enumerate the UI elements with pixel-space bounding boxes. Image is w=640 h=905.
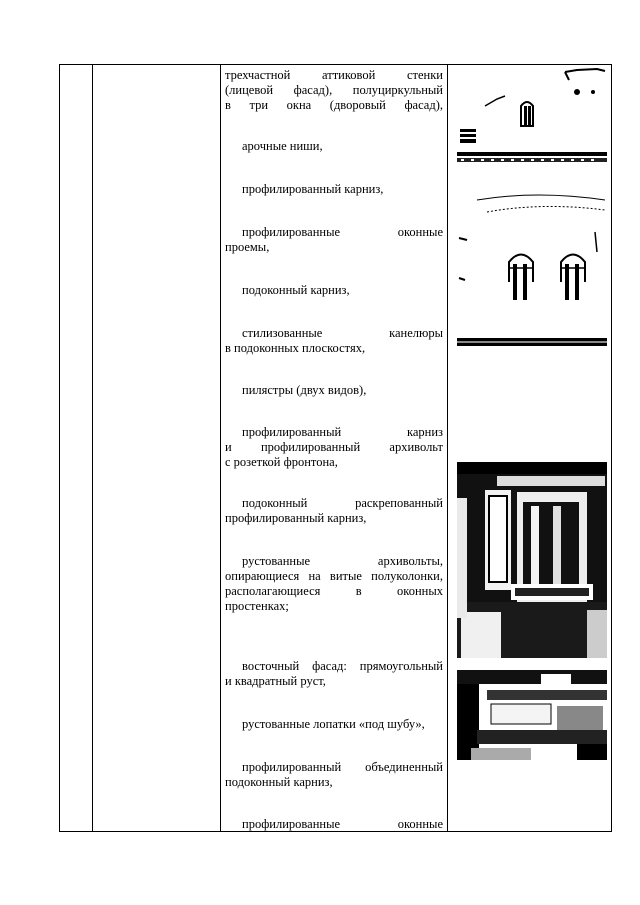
list-item: профилированные оконные проемы, — [225, 225, 443, 254]
list-item: арочные ниши, — [242, 139, 323, 153]
list-item: трехчастной аттиковой стенки (лицевой фасад), полуциркульный в три окна (дворовый фасад), — [225, 68, 443, 112]
list-item: профилированные оконные — [242, 817, 443, 831]
list-item: стилизованные канелюры в подоконных плоскостях, — [225, 326, 443, 355]
rusticated-wall-photo — [457, 670, 607, 760]
table-top-border — [59, 64, 612, 65]
list-item: профилированный карниз и профилированный архивольт с розеткой фронтона, — [225, 425, 443, 469]
arched-windows-photo — [457, 192, 607, 352]
column-divider-3 — [447, 64, 448, 832]
list-item: рустованные лопатки «под шубу», — [242, 717, 425, 731]
list-item: пилястры (двух видов), — [242, 383, 367, 397]
list-item: рустованные архивольты, опирающиеся на витые полуколонки, располагающиеся в оконных простенках; — [225, 554, 443, 613]
list-item: профилированный объединенный подоконный карниз, — [225, 760, 443, 789]
list-item: подоконный раскрепованный профилированный карниз, — [225, 496, 443, 525]
list-item: профилированный карниз, — [242, 182, 384, 196]
list-item: подоконный карниз, — [242, 283, 350, 297]
document-table — [59, 64, 612, 832]
table-left-border — [59, 64, 60, 832]
column-divider-1 — [92, 64, 93, 832]
facade-attic-photo — [457, 66, 607, 174]
list-item: восточный фасад: прямоугольный и квадратный руст, — [225, 659, 443, 688]
archivolt-window-photo — [457, 462, 607, 658]
table-right-border — [611, 64, 612, 832]
column-divider-2 — [220, 64, 221, 832]
